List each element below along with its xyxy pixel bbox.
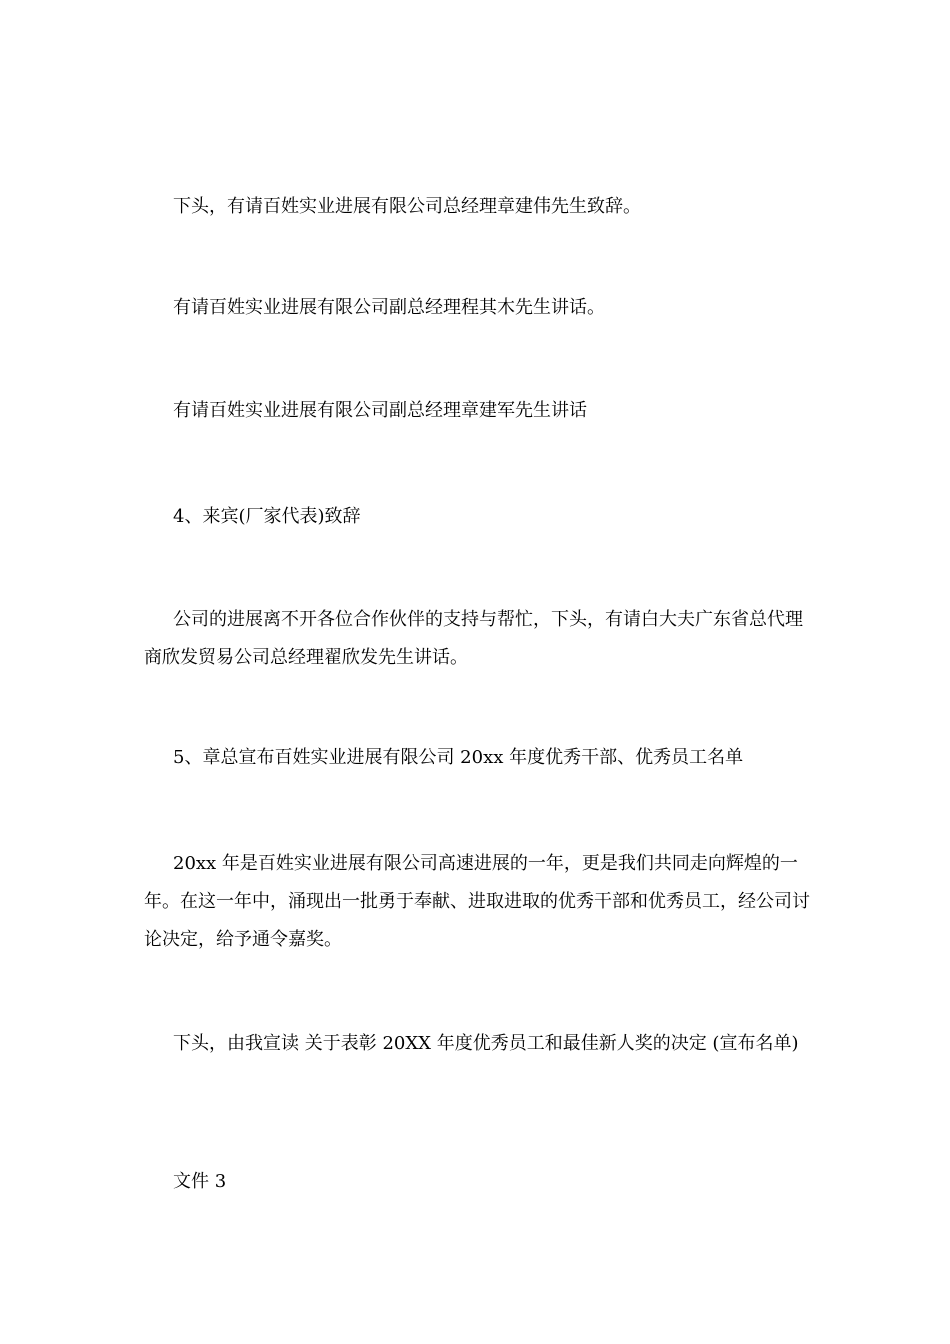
paragraph-year-review: 20xx 年是百姓实业进展有限公司高速进展的一年，更是我们共同走向辉煌的一年。在这一年中，涌现出一批勇于奉献、进取进取的优秀干部和优秀员工，经公司讨论决定，给予通令嘉奖。	[144, 853, 810, 950]
paragraph-document-ref: 文件 3	[173, 1171, 227, 1192]
paragraph-deputy-speech-1: 有请百姓实业进展有限公司副总经理程其木先生讲话。	[173, 297, 605, 318]
paragraph-deputy-speech-2: 有请百姓实业进展有限公司副总经理章建军先生讲话	[173, 400, 587, 421]
paragraph-manager-speech: 下头，有请百姓实业进展有限公司总经理章建伟先生致辞。	[173, 196, 641, 217]
section-heading-guest-speech: 4、来宾(厂家代表)致辞	[173, 506, 361, 527]
section-heading-awards-list: 5、章总宣布百姓实业进展有限公司 20xx 年度优秀干部、优秀员工名单	[173, 747, 744, 768]
paragraph-award-announcement: 下头，由我宣读 关于表彰 20XX 年度优秀员工和最佳新人奖的决定 (宣布名单)	[173, 1033, 799, 1054]
paragraph-partner-speech: 公司的进展离不开各位合作伙伴的支持与帮忙，下头，有请白大夫广东省总代理商欣发贸易公司总经理翟欣发先生讲话。	[144, 609, 803, 668]
